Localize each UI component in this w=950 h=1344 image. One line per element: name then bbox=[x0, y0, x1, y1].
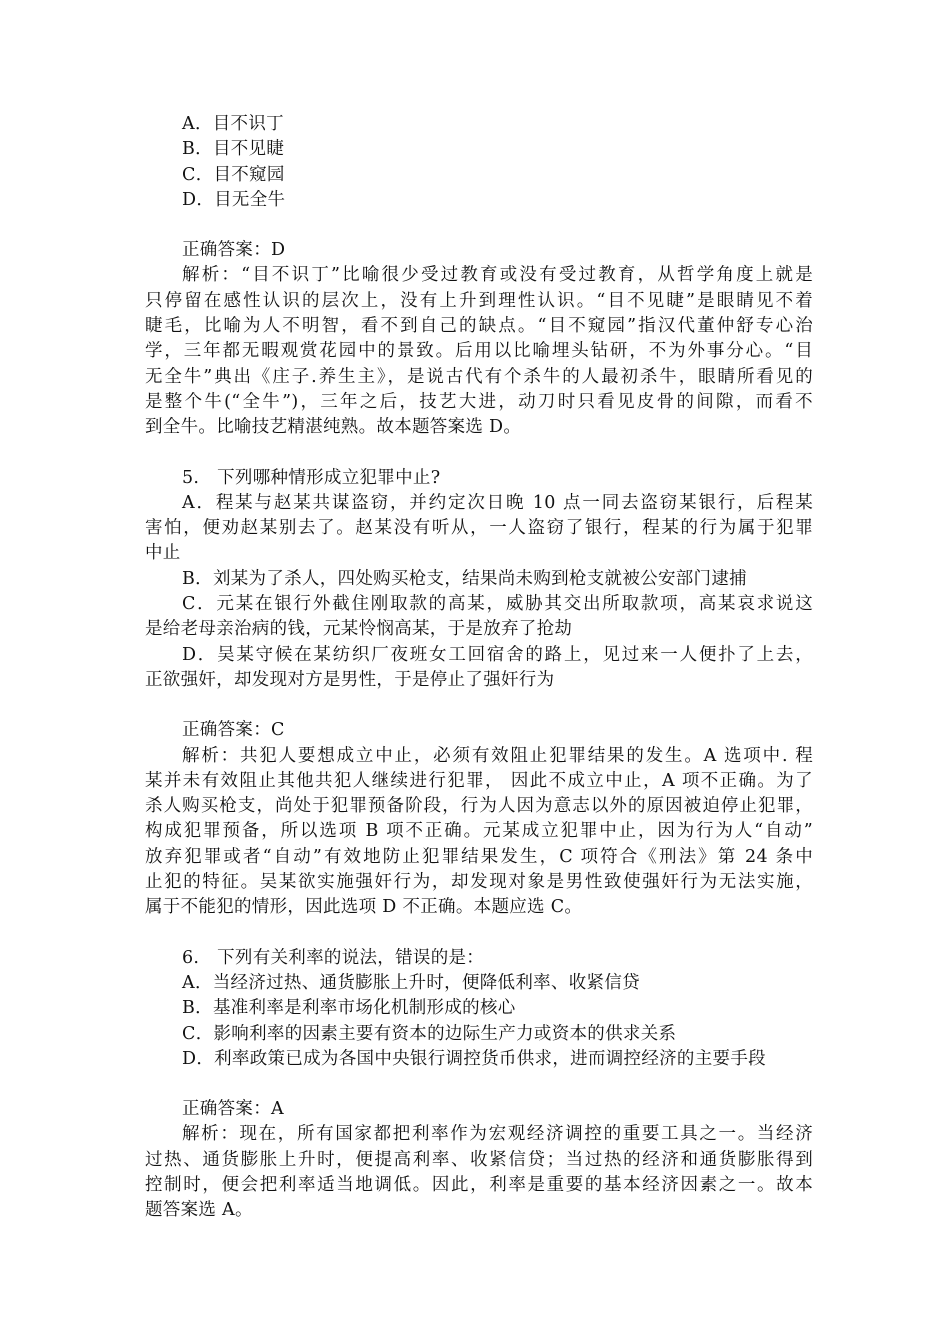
q4-analysis-line: 是整个牛(“全牛”)，三年之后，技艺大进，动刀时只看见皮骨的间隙，而看不 bbox=[145, 391, 813, 412]
q4-option-c: C．目不窥园 bbox=[182, 164, 285, 185]
q5-option-b-line: B．刘某为了杀人，四处购买枪支，结果尚未购到枪支就被公安部门逮捕 bbox=[182, 568, 747, 589]
q5-option-a-line: A．程某与赵某共谋盗窃，并约定次日晚 10 点一同去盗窃某银行，后程某 bbox=[182, 492, 813, 513]
q6-option-b: B．基准利率是利率市场化机制形成的核心 bbox=[182, 998, 516, 1019]
spacer bbox=[145, 921, 813, 946]
q5-option-a-line: 中止 bbox=[145, 543, 181, 564]
q5-option-c-line: C．元某在银行外截住刚取款的高某，威胁其交出所取款项，高某哀求说这 bbox=[182, 594, 813, 615]
q4-analysis-line: 到全牛。比喻技艺精湛纯熟。故本题答案选 D。 bbox=[145, 417, 522, 438]
q4-answer: 正确答案：D bbox=[182, 240, 286, 261]
q6-answer: 正确答案：A bbox=[182, 1099, 284, 1120]
spacer bbox=[145, 1072, 813, 1097]
q5-option-d-line: D．吴某守候在某纺织厂夜班女工回宿舍的路上，见过来一人便扑了上去， bbox=[182, 644, 813, 665]
q4-analysis-line: 睫毛，比喻为人不明智，看不到自己的缺点。“目不窥园”指汉代董仲舒专心治 bbox=[145, 316, 813, 337]
q5-answer: 正确答案：C bbox=[182, 720, 285, 741]
q6-options bbox=[145, 971, 813, 1072]
q4-analysis bbox=[145, 263, 813, 440]
q5-analysis-line: 构成犯罪预备，所以选项 B 项不正确。元某成立犯罪中止，因为行为人“自动” bbox=[145, 821, 813, 842]
q5-option-a-line: 害怕，便劝赵某别去了。赵某没有听从，一人盗窃了银行，程某的行为属于犯罪 bbox=[145, 518, 813, 539]
q6-question: 6. 下列有关利率的说法，错误的是： bbox=[182, 947, 485, 968]
q4-analysis-line: 学，三年都无暇观赏花园中的景致。后用以比喻埋头钻研，不为外事分心。“目 bbox=[145, 341, 813, 362]
q6-option-d: D．利率政策已成为各国中央银行调控货币供求，进而调控经济的主要手段 bbox=[182, 1048, 766, 1069]
q5-analysis-line: 杀人购买枪支，尚处于犯罪预备阶段，行为人因为意志以外的原因被迫停止犯罪， bbox=[145, 796, 813, 817]
document-page bbox=[145, 112, 813, 1224]
q5-analysis-line: 解析：共犯人要想成立中止，必须有效阻止犯罪结果的发生。A 选项中. 程 bbox=[182, 745, 813, 766]
q4-analysis-line: 无全牛”典出《庄子.养生主》，是说古代有个杀牛的人最初杀牛，眼睛所看见的 bbox=[145, 366, 813, 387]
q5-options bbox=[145, 491, 813, 693]
q5-analysis-line: 止犯的特征。吴某欲实施强奸行为，却发现对象是男性致使强奸行为无法实施， bbox=[145, 872, 813, 893]
q5-question: 5. 下列哪种情形成立犯罪中止? bbox=[182, 467, 441, 488]
q6-option-a: A．当经济过热、通货膨胀上升时，便降低利率、收紧信贷 bbox=[182, 972, 640, 993]
spacer bbox=[145, 213, 813, 238]
q4-analysis-line: 解析：“目不识丁”比喻很少受过教育或没有受过教育，从哲学角度上就是 bbox=[182, 265, 813, 286]
q6-analysis bbox=[145, 1122, 813, 1223]
q4-analysis-line: 只停留在感性认识的层次上，没有上升到理性认识。“目不见睫”是眼睛见不着 bbox=[145, 290, 813, 311]
spacer bbox=[145, 693, 813, 718]
q5-analysis-line: 放弃犯罪或者“自动”有效地防止犯罪结果发生，C 项符合《刑法》第 24 条中 bbox=[145, 846, 813, 867]
q5-analysis-line: 属于不能犯的情形，因此选项 D 不正确。本题应选 C。 bbox=[145, 897, 583, 918]
q4-option-d: D．目无全牛 bbox=[182, 189, 286, 210]
q4-option-a: A．目不识丁 bbox=[182, 114, 284, 134]
spacer bbox=[145, 441, 813, 466]
q4-options bbox=[145, 112, 813, 213]
q5-analysis-line: 某并未有效阻止其他共犯人继续进行犯罪， 因此不成立中止，A 项不正确。为了 bbox=[145, 770, 813, 791]
q5-option-d-line: 正欲强奸，却发现对方是男性，于是停止了强奸行为 bbox=[145, 669, 555, 690]
q5-analysis bbox=[145, 744, 813, 921]
q6-analysis-line: 过热、通货膨胀上升时，便提高利率、收紧信贷；当过热的经济和通货膨胀得到 bbox=[145, 1149, 813, 1170]
q6-analysis-line: 解析：现在，所有国家都把利率作为宏观经济调控的重要工具之一。当经济 bbox=[182, 1124, 813, 1145]
q5-option-c-line: 是给老母亲治病的钱，元某怜悯高某，于是放弃了抢劫 bbox=[145, 619, 573, 640]
q6-analysis-line: 控制时，便会把利率适当地调低。因此，利率是重要的基本经济因素之一。故本 bbox=[145, 1174, 813, 1195]
q6-option-c: C．影响利率的因素主要有资本的边际生产力或资本的供求关系 bbox=[182, 1023, 677, 1044]
q4-option-b: B．目不见睫 bbox=[182, 139, 285, 160]
q6-analysis-line: 题答案选 A。 bbox=[145, 1200, 253, 1221]
